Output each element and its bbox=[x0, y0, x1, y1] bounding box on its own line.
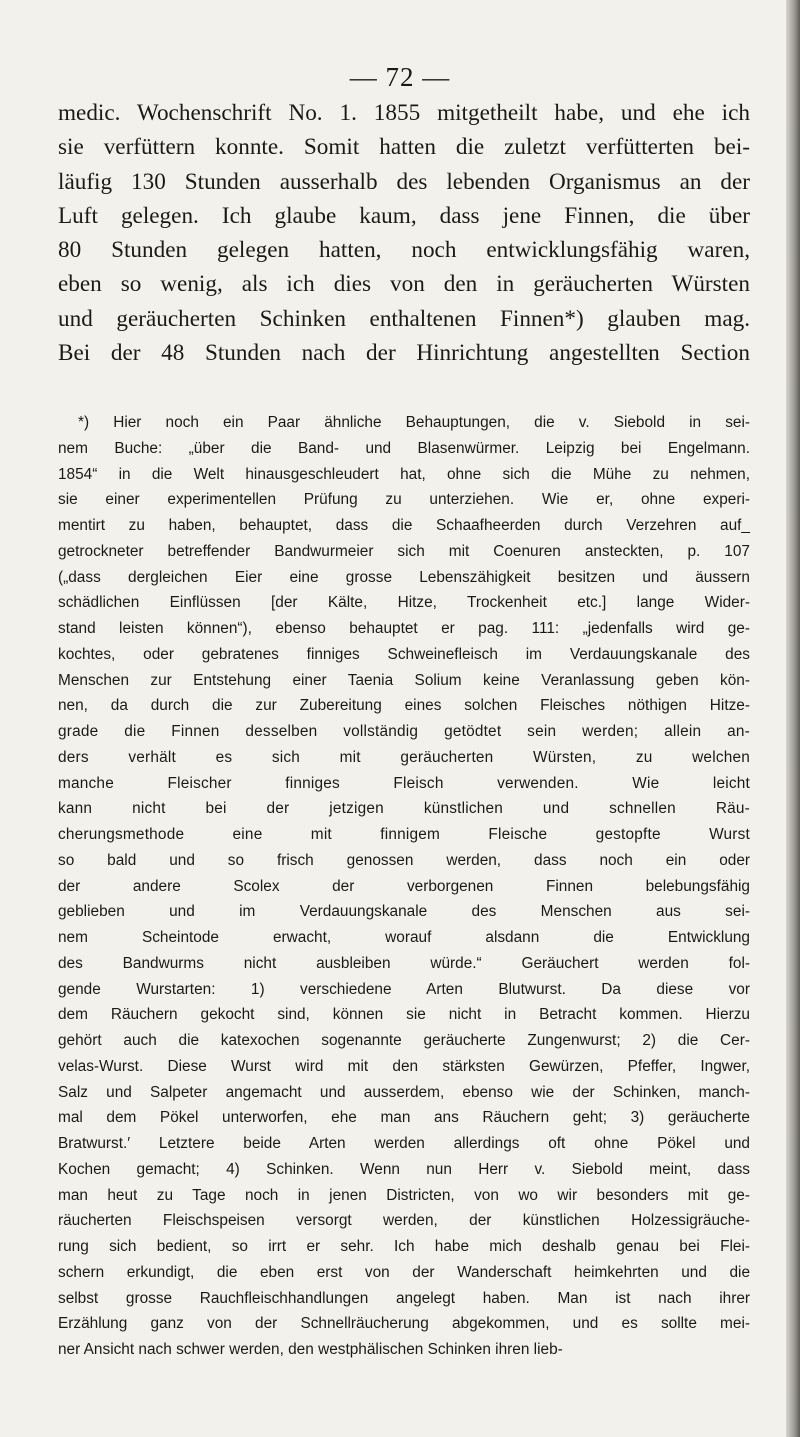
footnote-line: nen, da durch die zur Zubereitung eines solchen Fleisches nöthigen Hitze- bbox=[58, 697, 750, 715]
main-text bbox=[58, 96, 750, 370]
footnote-line: der andere Scolex der verborgenen Finnen belebungsfähig bbox=[58, 877, 750, 895]
footnote-line: gehört auch die katexochen sogenannte geräucherte Zungenwurst; 2) die Cer- bbox=[58, 1032, 750, 1049]
text-line: sie verfüttern konnte. Somit hatten die zuletzt verfütterten bei- bbox=[58, 134, 750, 161]
text-line: Luft gelegen. Ich glaube kaum, dass jene Finnen, die über bbox=[58, 202, 750, 229]
text-line: läufig 130 Stunden ausserhalb des lebenden Organismus an der bbox=[58, 168, 750, 195]
footnote-line: gende Wurstarten: 1) verschiedene Arten Blutwurst. Da diese vor bbox=[58, 980, 750, 998]
footnote-line: grade die Finnen desselben vollständig getödtet sein werden; allein an- bbox=[58, 723, 750, 740]
footnote-line: geblieben und im Verdauungskanale des Menschen aus sei- bbox=[58, 903, 750, 921]
footnote-line: Salz und Salpeter angemacht und ausserdem, ebenso wie der Schinken, manch- bbox=[58, 1083, 750, 1101]
footnote-line: („dass dergleichen Eier eine grosse Lebenszähigkeit besitzen und äussern bbox=[58, 568, 750, 586]
footnote-line: cherungsmethode eine mit finnigem Fleische gestopfte Wurst bbox=[58, 826, 750, 843]
footnote-line: Erzählung ganz von der Schnellräucherung abgekommen, und es sollte mei- bbox=[58, 1315, 750, 1333]
page-number: — 72 — bbox=[349, 62, 451, 92]
footnote-line: selbst grosse Rauchfleischhandlungen angelegt haben. Man ist nach ihrer bbox=[58, 1289, 750, 1307]
footnote-line: Bratwurst.′ Letztere beide Arten werden allerdings oft ohne Pökel und bbox=[58, 1135, 750, 1152]
text-line: medic. Wochenschrift No. 1. 1855 mitgetheilt habe, und ehe ich bbox=[58, 100, 750, 126]
footnote-line: räucherten Fleischspeisen versorgt werden, der künstlichen Holzessigräuche- bbox=[58, 1212, 750, 1230]
footnote-line: des Bandwurms nicht ausbleiben würde.“ Geräuchert werden fol- bbox=[58, 954, 750, 972]
footnote-line: nem Buche: „über die Band- und Blasenwürmer. Leipzig bei Engelmann. bbox=[58, 439, 750, 457]
footnote-line: Kochen gemacht; 4) Schinken. Wenn nun Herr v. Siebold meint, dass bbox=[58, 1160, 750, 1178]
footnote-line: sie einer experimentellen Prüfung zu unterziehen. Wie er, ohne experi- bbox=[58, 491, 750, 509]
footnote-line: man heut zu Tage noch in jenen Districten, von wo wir besonders mit ge- bbox=[58, 1186, 750, 1204]
footnote bbox=[58, 410, 750, 1363]
footnote-line: 1854“ in die Welt hinausgeschleudert hat, ohne sich die Mühe zu nehmen, bbox=[58, 465, 750, 483]
footnote-line: schädlichen Einflüssen [der Kälte, Hitze, Trockenheit etc.] lange Wider- bbox=[58, 594, 750, 612]
footnote-line: getrockneter betreffender Bandwurmeier sich mit Coenuren ansteckten, p. 107 bbox=[58, 542, 750, 560]
footnote-line: kann nicht bei der jetzigen künstlichen und schnellen Räu- bbox=[58, 800, 750, 818]
footnote-line: dem Räuchern gekocht sind, können sie nicht in Betracht kommen. Hierzu bbox=[58, 1006, 750, 1024]
text-line: und geräucherten Schinken enthaltenen Finnen*) glauben mag. bbox=[58, 305, 750, 332]
footnote-line: Menschen zur Entstehung einer Taenia Solium keine Veranlassung geben kön- bbox=[58, 671, 750, 689]
footnote-line: ner Ansicht nach schwer werden, den westphälischen Schinken ihren lieb- bbox=[58, 1341, 563, 1358]
text-line: eben so wenig, als ich dies von den in geräucherten Würsten bbox=[58, 271, 750, 298]
footnote-line: ders verhält es sich mit geräucherten Würsten, zu welchen bbox=[58, 748, 750, 766]
footnote-line: *) Hier noch ein Paar ähnliche Behauptungen, die v. Siebold in sei- bbox=[78, 414, 750, 431]
footnote-line: schern erkundigt, die eben erst von der Wanderschaft heimkehrten und die bbox=[58, 1263, 750, 1281]
text-line: 80 Stunden gelegen hatten, noch entwicklungsfähig waren, bbox=[58, 237, 750, 264]
footnote-line: velas-Wurst. Diese Wurst wird mit den stärksten Gewürzen, Pfeffer, Ingwer, bbox=[58, 1057, 750, 1075]
footnote-line: kochtes, oder gebratenes finniges Schweinefleisch im Verdauungskanale des bbox=[58, 645, 750, 663]
footnote-line: stand leisten können“), ebenso behauptet er pag. 111: „jedenfalls wird ge- bbox=[58, 620, 750, 637]
text-line: Bei der 48 Stunden nach der Hinrichtung angestellten Section bbox=[58, 340, 750, 367]
footnote-line: mentirt zu haben, behauptet, dass die Schaafheerden durch Verzehren auf_ bbox=[58, 517, 750, 534]
footnote-line: rung sich bedient, so irrt er sehr. Ich habe mich deshalb genau bei Flei- bbox=[58, 1238, 750, 1255]
footnote-line: manche Fleischer finniges Fleisch verwenden. Wie leicht bbox=[58, 774, 750, 792]
page-edge-shadow bbox=[786, 0, 800, 1437]
footnote-line: nem Scheintode erwacht, worauf alsdann die Entwicklung bbox=[58, 929, 750, 946]
footnote-line: so bald und so frisch genossen werden, dass noch ein oder bbox=[58, 851, 750, 869]
footnote-line: mal dem Pökel unterworfen, ehe man ans Räuchern geht; 3) geräucherte bbox=[58, 1109, 750, 1127]
